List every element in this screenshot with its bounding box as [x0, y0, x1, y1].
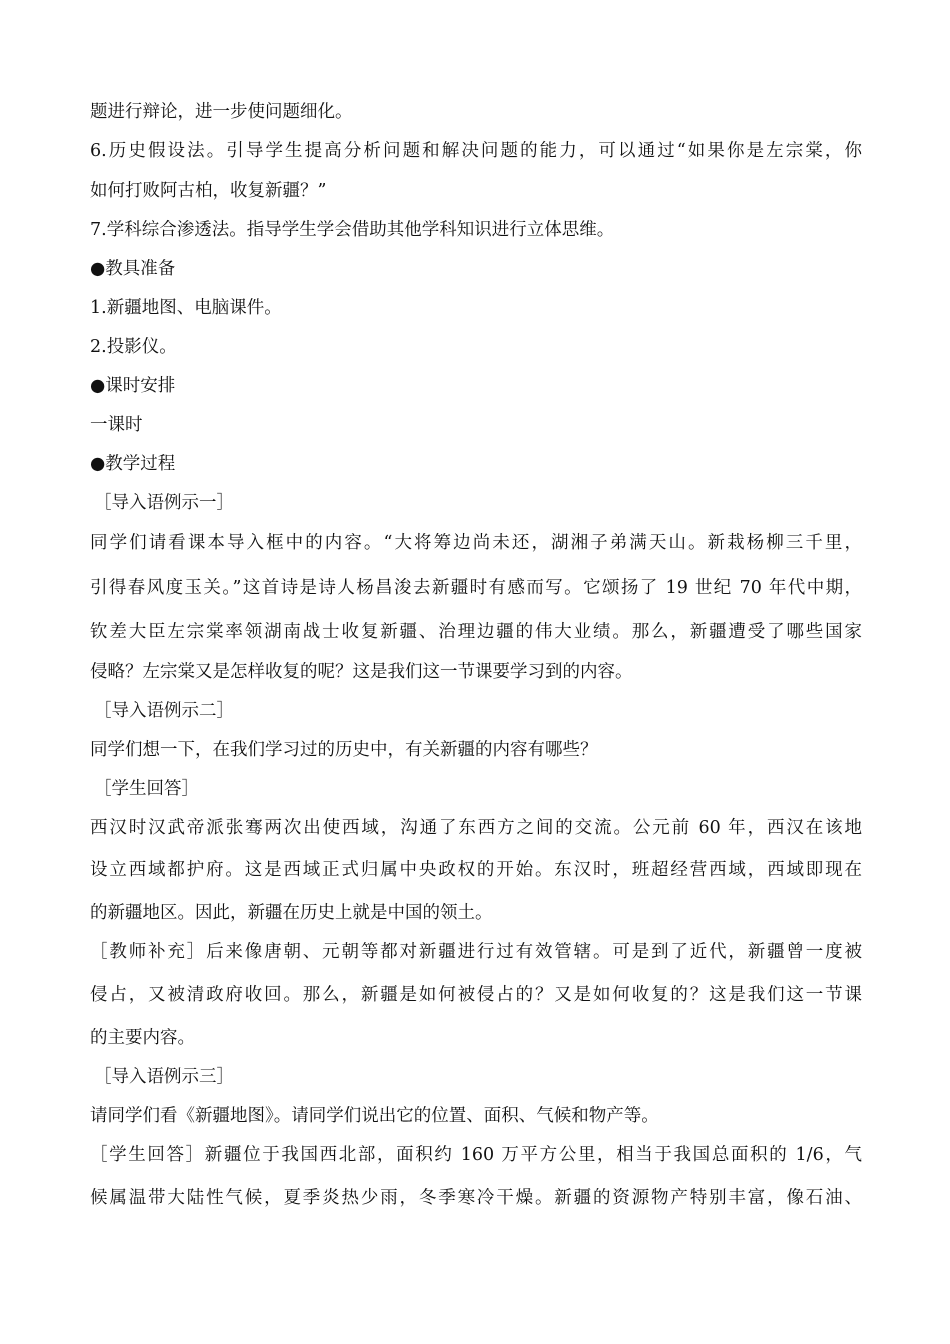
text-line: 侵略？左宗棠又是怎样收复的呢？这是我们这一节课要学习到的内容。	[90, 662, 633, 682]
text-line: 题进行辩论，进一步使问题细化。	[90, 102, 353, 122]
section-heading: ●教具准备	[90, 259, 176, 279]
section-heading: ●课时安排	[90, 376, 176, 396]
bracket-label: ［学生回答］	[94, 779, 199, 799]
text-line: 7.学科综合渗透法。指导学生学会借助其他学科知识进行立体思维。	[90, 220, 615, 240]
text-line: 一课时	[90, 415, 143, 435]
text-line: 同学们请看课本导入框中的内容。“大将筹边尚未还，湖湘子弟满天山。新栽杨柳三千里，	[90, 533, 862, 553]
text-line: 引得春风度玉关。”这首诗是诗人杨昌浚去新疆时有感而写。它颂扬了 19 世纪 70 年代中期，	[90, 578, 862, 598]
text-line: ［学生回答］新疆位于我国西北部，面积约 160 万平方公里，相当于我国总面积的 1/6，气	[90, 1145, 862, 1165]
text-line: 的新疆地区。因此，新疆在历史上就是中国的领土。	[90, 903, 493, 923]
text-line: 候属温带大陆性气候，夏季炎热少雨，冬季寒冷干燥。新疆的资源物产特别丰富，像石油、	[90, 1188, 862, 1208]
bracket-label: ［导入语例示一］	[94, 493, 234, 513]
text-line: 侵占，又被清政府收回。那么，新疆是如何被侵占的？又是如何收复的？这是我们这一节课	[90, 985, 862, 1005]
text-line: 钦差大臣左宗棠率领湖南战士收复新疆、治理边疆的伟大业绩。那么，新疆遭受了哪些国家	[90, 622, 862, 642]
text-line: 请同学们看《新疆地图》。请同学们说出它的位置、面积、气候和物产等。	[90, 1106, 659, 1126]
text-line: 1.新疆地图、电脑课件。	[90, 298, 282, 318]
text-line: ［教师补充］后来像唐朝、元朝等都对新疆进行过有效管辖。可是到了近代，新疆曾一度被	[90, 942, 862, 962]
text-line: 同学们想一下，在我们学习过的历史中，有关新疆的内容有哪些？	[90, 740, 598, 760]
text-line: 西汉时汉武帝派张骞两次出使西域，沟通了东西方之间的交流。公元前 60 年，西汉在该地	[90, 818, 862, 838]
text-line: 如何打败阿古柏，收复新疆？”	[90, 181, 327, 201]
bracket-label: ［导入语例示二］	[94, 701, 234, 721]
bracket-label: ［导入语例示三］	[94, 1067, 234, 1087]
text-line: 2.投影仪。	[90, 337, 177, 357]
section-heading: ●教学过程	[90, 454, 176, 474]
text-line: 6.历史假设法。引导学生提高分析问题和解决问题的能力，可以通过“如果你是左宗棠，你	[90, 141, 862, 161]
text-line: 设立西域都护府。这是西域正式归属中央政权的开始。东汉时，班超经营西域，西域即现在	[90, 860, 862, 880]
text-line: 的主要内容。	[90, 1028, 195, 1048]
